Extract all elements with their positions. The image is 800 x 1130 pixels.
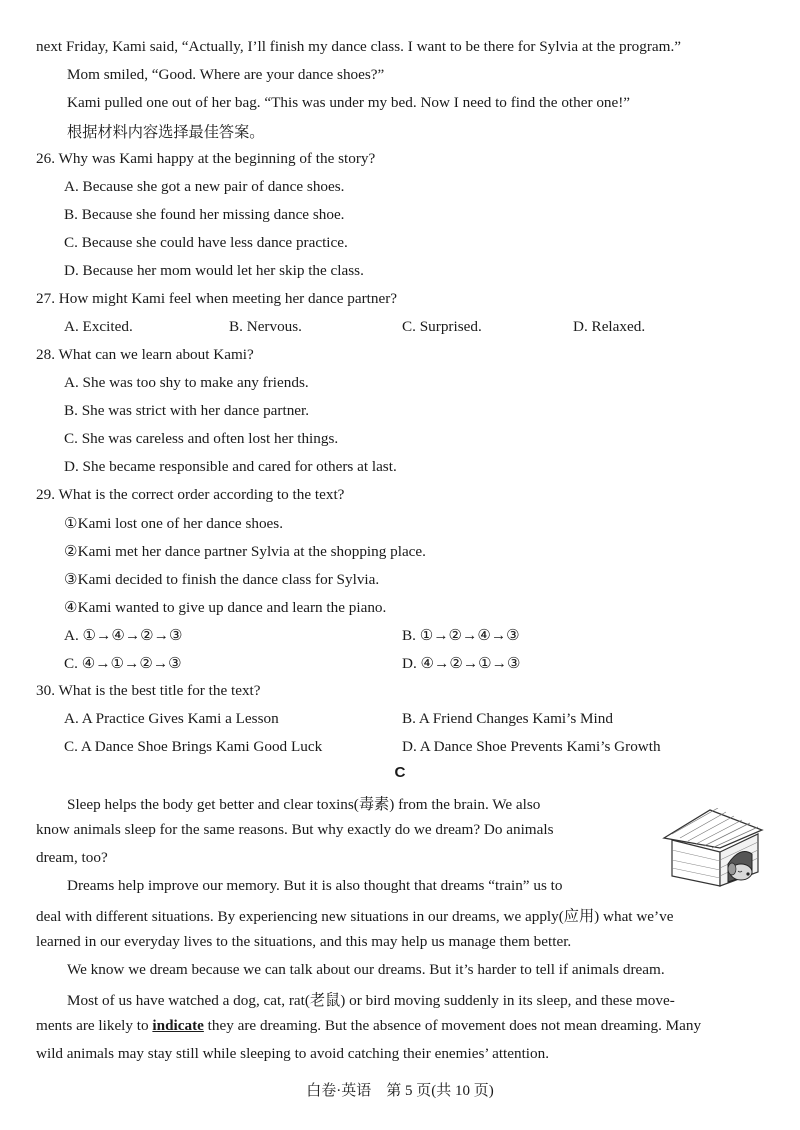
- answer-option: D. A Dance Shoe Prevents Kami’s Growth: [402, 738, 661, 755]
- question-stem: 30. What is the best title for the text?: [36, 682, 261, 699]
- answer-option: A. She was too shy to make any friends.: [64, 374, 309, 391]
- instruction-text: 根据材料内容选择最佳答案。: [67, 124, 265, 141]
- passage-line: dream, too?: [36, 849, 108, 866]
- event-item: ③Kami decided to finish the dance class for Sylvia.: [64, 571, 380, 588]
- answer-option: B. She was strict with her dance partner.: [64, 402, 310, 419]
- passage-line: wild animals may stay still while sleeping to avoid catching their enemies’ attention.: [36, 1045, 550, 1062]
- question-stem: 26. Why was Kami happy at the beginning of the story?: [36, 150, 376, 167]
- answer-option: B. Nervous.: [229, 318, 302, 335]
- answer-option: D. Relaxed.: [573, 318, 646, 335]
- section-heading: C: [394, 764, 406, 781]
- passage-text: they are dreaming. But the absence of movement does not mean dreaming. Many: [203, 1017, 702, 1034]
- answer-option: D. She became responsible and cared for others at last.: [64, 458, 397, 475]
- answer-option: D. ④→②→①→③: [402, 655, 521, 672]
- event-item: ④Kami wanted to give up dance and learn the piano.: [64, 599, 387, 616]
- passage-line: We know we dream because we can talk about our dreams. But it’s harder to tell if animals dream.: [67, 961, 665, 978]
- passage-line: Dreams help improve our memory. But it is also thought that dreams “train” us to: [67, 877, 563, 894]
- event-item: ②Kami met her dance partner Sylvia at the shopping place.: [64, 543, 426, 560]
- answer-option: B. A Friend Changes Kami’s Mind: [402, 710, 613, 727]
- answer-option: C. ④→①→②→③: [64, 655, 182, 672]
- passage-line: Most of us have watched a dog, cat, rat(老鼠) or bird moving suddenly in its sleep, and these move-: [67, 992, 675, 1009]
- answer-option: A. ①→④→②→③: [64, 627, 183, 644]
- question-stem: 27. How might Kami feel when meeting her dance partner?: [36, 290, 397, 307]
- options-row: [0, 738, 800, 758]
- passage-line: know animals sleep for the same reasons. But why exactly do we dream? Do animals: [36, 821, 554, 838]
- passage-line: Mom smiled, “Good. Where are your dance shoes?”: [67, 66, 385, 83]
- vocab-keyword: indicate: [152, 1017, 204, 1034]
- page-footer: 白卷·英语 第 5 页(共 10 页): [306, 1083, 494, 1099]
- answer-option: B. ①→②→④→③: [402, 627, 520, 644]
- passage-line: next Friday, Kami said, “Actually, I’ll finish my dance class. I want to be there for Sylvia at the program.”: [36, 38, 681, 55]
- answer-option: B. Because she found her missing dance shoe.: [64, 206, 345, 223]
- answer-option: C. She was careless and often lost her things.: [64, 430, 339, 447]
- answer-option: A. Excited.: [64, 318, 133, 335]
- answer-option: A. Because she got a new pair of dance shoes.: [64, 178, 345, 195]
- passage-line: [36, 1017, 701, 1035]
- answer-option: C. Because she could have less dance practice.: [64, 234, 348, 251]
- passage-line: learned in our everyday lives to the situations, and this may help us manage them better.: [36, 933, 572, 950]
- options-row: [0, 710, 800, 730]
- passage-line: deal with different situations. By experiencing new situations in our dreams, we apply(应用) what we’ve: [36, 908, 674, 925]
- options-row: [0, 318, 800, 338]
- passage-line: Kami pulled one out of her bag. “This was under my bed. Now I need to find the other one!”: [67, 94, 631, 111]
- options-row: [0, 626, 800, 646]
- event-item: ①Kami lost one of her dance shoes.: [64, 515, 284, 532]
- question-stem: 29. What is the correct order according to the text?: [36, 486, 345, 503]
- question-stem: 28. What can we learn about Kami?: [36, 346, 254, 363]
- answer-option: D. Because her mom would let her skip the class.: [64, 262, 364, 279]
- passage-text: ments are likely to: [36, 1017, 153, 1034]
- answer-option: C. Surprised.: [402, 318, 482, 335]
- passage-line: Sleep helps the body get better and clear toxins(毒素) from the brain. We also: [67, 796, 541, 813]
- answer-option: C. A Dance Shoe Brings Kami Good Luck: [64, 738, 323, 755]
- options-row: [0, 654, 800, 674]
- doghouse-illustration: [660, 808, 766, 888]
- answer-option: A. A Practice Gives Kami a Lesson: [64, 710, 279, 727]
